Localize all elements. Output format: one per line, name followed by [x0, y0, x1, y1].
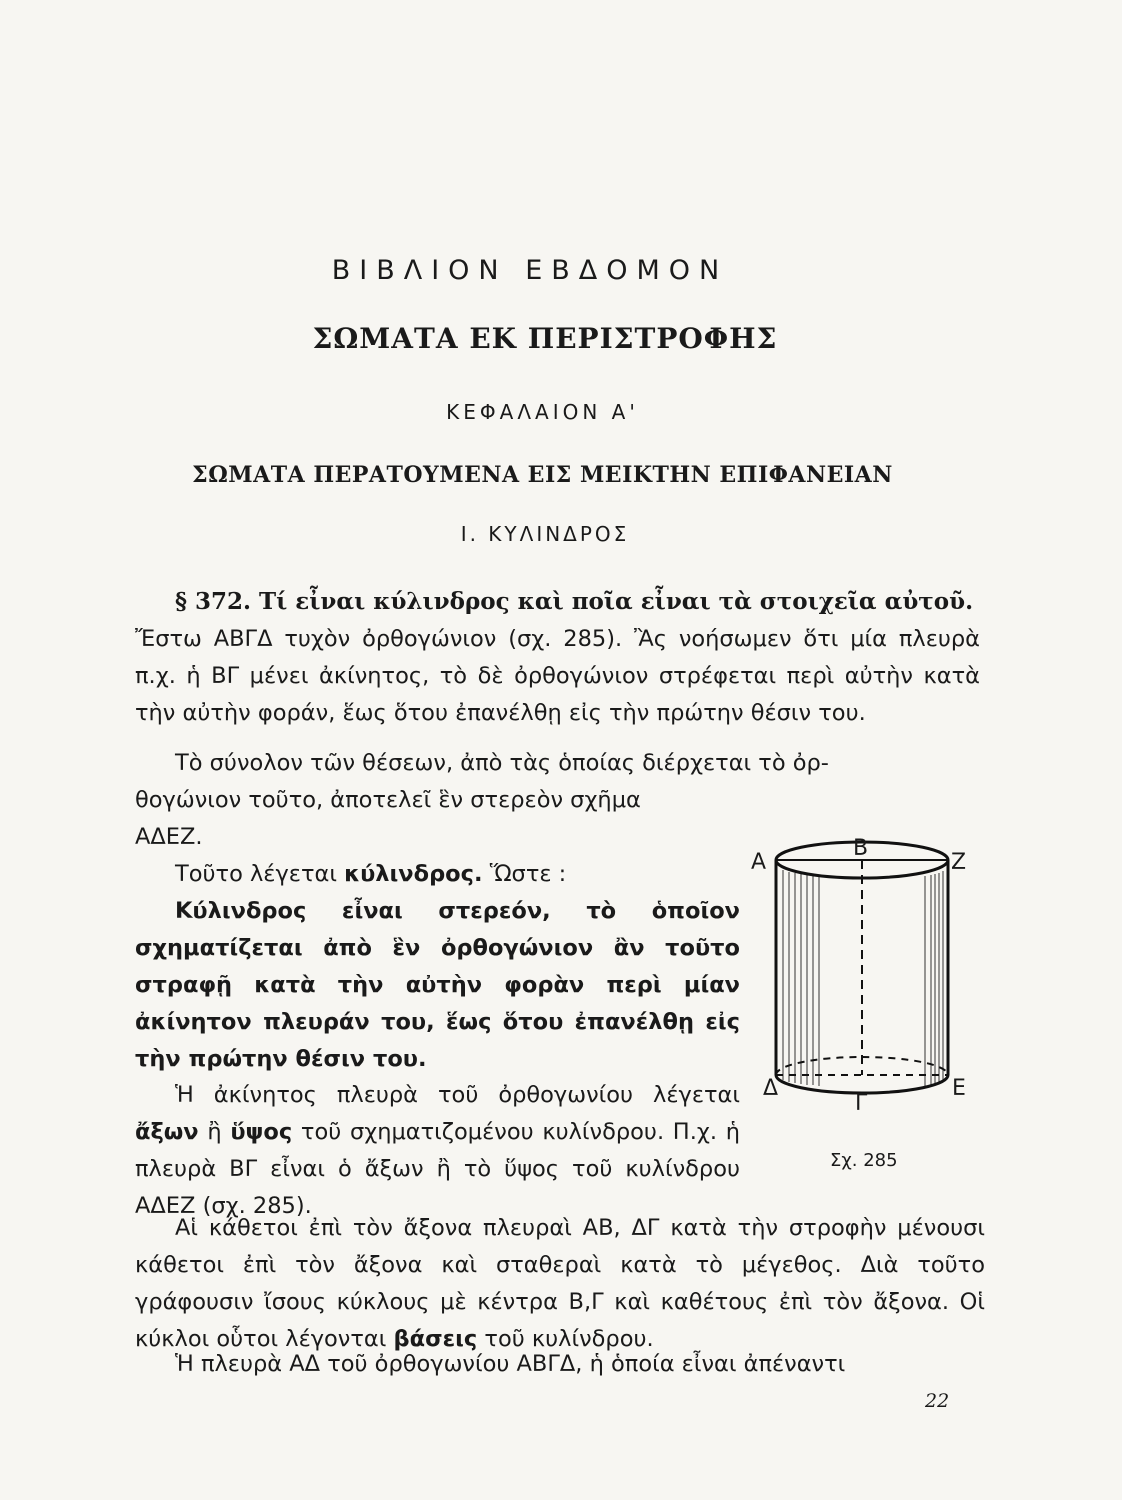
paragraph-6-text: Ἡ πλευρὰ ΑΔ τοῦ ὀρθογωνίου ΑΒΓΔ, ἡ ὁποία εἶναι ἀπέναντι: [175, 1351, 846, 1377]
term-axis: ἄξων: [135, 1119, 199, 1145]
part-title: ΣΩΜΑΤΑ ΕΚ ΠΕΡΙΣΤΡΟΦΗΣ: [312, 322, 778, 355]
paragraph-4: [135, 1077, 740, 1225]
subsection-title: Ι. ΚΥΛΙΝΔΡΟΣ: [460, 522, 630, 546]
label-z: Ζ: [951, 850, 967, 875]
paragraph-3-tail: Ὥστε :: [489, 861, 567, 887]
paragraph-5-a: Αἱ κάθετοι ἐπὶ τὸν ἄξονα πλευραὶ ΑΒ, ΔΓ κατὰ τὴν στροφὴν μένουσι κάθετοι ἐπὶ τὸν ἄξονα καὶ σταθεραὶ κατὰ τὸ μέγεθος. Διὰ τοῦτο γράφουσιν ἴσους κύκλους μὲ κέντρα Β,Γ καὶ καθέτους ἐπὶ τὸν ἄξονα. Οἱ κύκλοι οὗτοι λέγονται: [135, 1215, 985, 1352]
paragraph-heading: § 372. Τί εἶναι κύλινδρος καὶ ποῖα εἶναι τὰ στοιχεῖα αὐτοῦ.: [175, 588, 974, 615]
paragraph-3-text: Τοῦτο λέγεται: [175, 861, 337, 887]
paragraph-3: [135, 856, 755, 893]
paragraph-4-b: ἢ: [207, 1119, 222, 1145]
label-a: Α: [751, 850, 767, 875]
paragraph-4-a: Ἡ ἀκίνητος πλευρὰ τοῦ ὀρθογωνίου λέγεται: [175, 1082, 740, 1108]
paragraph-2-line-1: Τὸ σύνολον τῶν θέσεων, ἀπὸ τὰς ὁποίας διέρχεται τὸ ὀρ-: [175, 750, 829, 776]
definition-cylinder: [135, 893, 740, 1078]
paragraph-1: Ἔστω ΑΒΓΔ τυχὸν ὀρθογώνιον (σχ. 285). Ἂς νοήσωμεν ὅτι μία πλευρὰ π.χ. ἡ ΒΓ μένει ἀκίνητος, τὸ δὲ ὀρθογώνιον στρέφεται περὶ αὐτὴν κατὰ τὴν αὐτὴν φοράν, ἕως ὅτου ἐπανέλθῃ εἰς τὴν πρώτην θέσιν του.: [135, 626, 980, 726]
label-e: Ε: [952, 1076, 966, 1101]
paragraph-4-c: τοῦ σχηματιζομένου κυλίνδρου. Π.χ. ἡ πλευρὰ ΒΓ εἶναι ὁ ἄξων ἢ τὸ ὕψος τοῦ κυλίνδρου ΑΔΕΖ (σχ. 285).: [135, 1119, 741, 1219]
figure-caption: Σχ. 285: [830, 1150, 898, 1171]
paragraph-2-line-2: θογώνιον τοῦτο, ἀποτελεῖ ἓν στερεὸν σχῆμα: [135, 787, 641, 813]
label-d: Δ: [763, 1076, 779, 1101]
chapter-title: ΚΕΦΑΛΑΙΟΝ Α': [446, 400, 639, 424]
label-b: Β: [853, 836, 869, 861]
cylinder-hatching: [783, 870, 943, 1086]
section-title: ΣΩΜΑΤΑ ΠΕΡΑΤΟΥΜΕΝΑ ΕΙΣ ΜΕΙΚΤΗΝ ΕΠΙΦΑΝΕΙΑΝ: [192, 462, 893, 488]
definition-text: Κύλινδρος εἶναι στερεόν, τὸ ὁποῖον σχηματίζεται ἀπὸ ἓν ὀρθογώνιον ἂν τοῦτο στραφῇ κατὰ τὴν αὐτὴν φορὰν περὶ μίαν ἀκίνητον πλευράν του, ἕως ὅτου ἐπανέλθῃ εἰς τὴν πρώτην θέσιν του.: [135, 898, 740, 1072]
term-cylinder: κύλινδρος.: [344, 861, 483, 887]
page-number: 22: [925, 1390, 950, 1412]
label-g: Γ: [855, 1091, 868, 1116]
book-title: ΒΙΒΛΙΟΝ ΕΒΔΟΜΟΝ: [331, 255, 729, 286]
paragraph-5-b: τοῦ κυλίνδρου.: [484, 1326, 654, 1352]
paragraph-2-line-3: ΑΔΕΖ.: [135, 824, 203, 850]
term-height: ὕψος: [230, 1119, 293, 1145]
paragraph-5: [135, 1210, 985, 1358]
paragraph-6: [135, 1346, 985, 1383]
cylinder-figure: [745, 825, 985, 1145]
term-bases: βάσεις: [393, 1326, 478, 1352]
